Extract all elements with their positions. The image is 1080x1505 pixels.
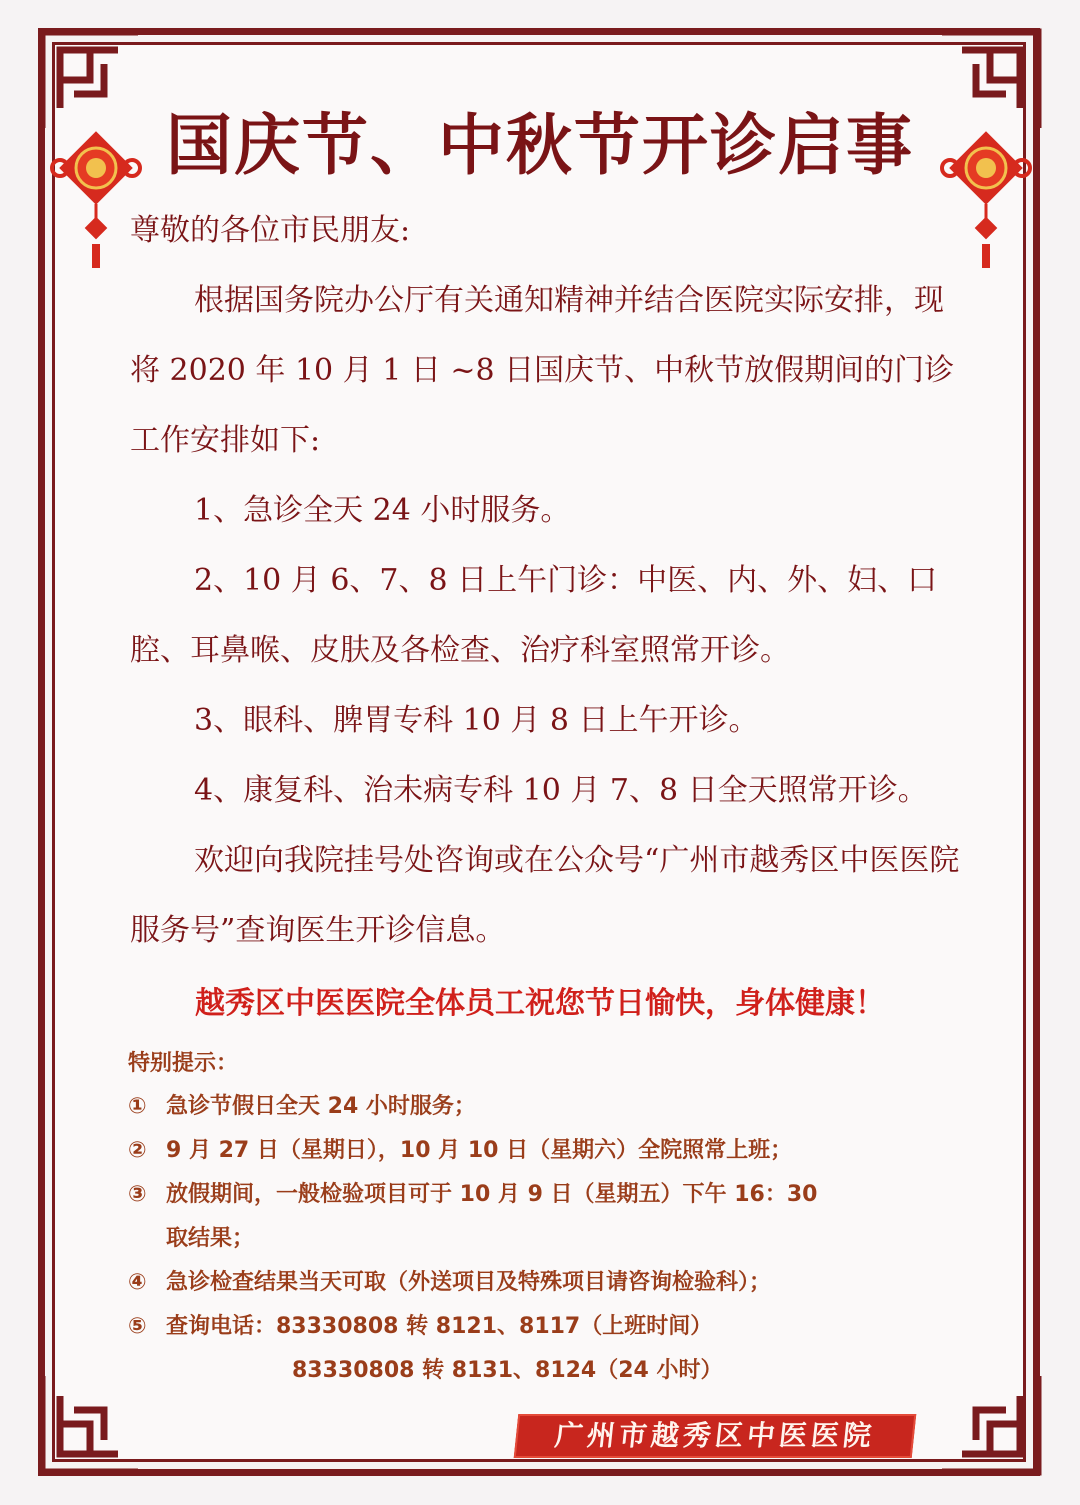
tip-number: ⑤ xyxy=(128,1314,147,1339)
tip-item xyxy=(128,1085,948,1129)
holiday-wish: 越秀区中医医院全体员工祝您节日愉快，身体健康！ xyxy=(195,986,885,1021)
tip-number: ④ xyxy=(128,1270,147,1295)
tip-text: 放假期间，一般检验项目可于 10 月 9 日（星期五）下午 16：30 xyxy=(166,1182,818,1207)
tip-item-continued xyxy=(128,1217,948,1261)
tip-number: ② xyxy=(128,1138,147,1163)
special-tips xyxy=(128,1046,948,1393)
corner-knot-icon xyxy=(38,1372,142,1476)
tip-item xyxy=(128,1305,948,1349)
page-title: 国庆节、中秋节开诊启事 xyxy=(166,106,914,184)
notice-body xyxy=(130,266,960,966)
tips-heading: 特别提示： xyxy=(128,1051,239,1076)
tip-number: ① xyxy=(128,1094,147,1119)
tip-item xyxy=(128,1261,948,1305)
greeting: 尊敬的各位市民朋友: xyxy=(130,213,411,248)
list-item: 4、康复科、治未病专科 10 月 7、8 日全天照常开诊。 xyxy=(194,773,928,808)
tip-text: 83330808 转 8131、8124（24 小时） xyxy=(292,1358,723,1383)
list-item: 2、10 月 6、7、8 日上午门诊：中医、内、外、妇、口腔、耳鼻喉、皮肤及各检查、治疗科室照常开诊。 xyxy=(130,563,938,668)
list-item: 3、眼科、脾胃专科 10 月 8 日上午开诊。 xyxy=(194,703,759,738)
tip-text: 急诊节假日全天 24 小时服务； xyxy=(166,1094,476,1119)
tip-item-continued xyxy=(128,1349,948,1393)
corner-knot-icon xyxy=(938,1372,1042,1476)
paragraph-consult: 欢迎向我院挂号处咨询或在公众号“广州市越秀区中医医院服务号”查询医生开诊信息。 xyxy=(130,843,960,948)
tip-item xyxy=(128,1129,948,1173)
tip-text: 查询电话：83330808 转 8121、8117（上班时间） xyxy=(166,1314,713,1339)
tip-text: 取结果； xyxy=(166,1226,255,1251)
tip-text: 急诊检查结果当天可取（外送项目及特殊项目请咨询检验科）； xyxy=(166,1270,772,1295)
tip-number: ③ xyxy=(128,1182,147,1207)
list-item: 1、急诊全天 24 小时服务。 xyxy=(194,493,571,528)
hospital-name-stamp: 广州市越秀区中医医院 xyxy=(514,1414,917,1458)
tip-text: 9 月 27 日（星期日），10 月 10 日（星期六）全院照常上班； xyxy=(166,1138,793,1163)
paragraph-intro: 根据国务院办公厅有关通知精神并结合医院实际安排，现将 2020 年 10 月 1 日 ~8 日国庆节、中秋节放假期间的门诊工作安排如下: xyxy=(130,283,955,458)
tip-item xyxy=(128,1173,948,1217)
